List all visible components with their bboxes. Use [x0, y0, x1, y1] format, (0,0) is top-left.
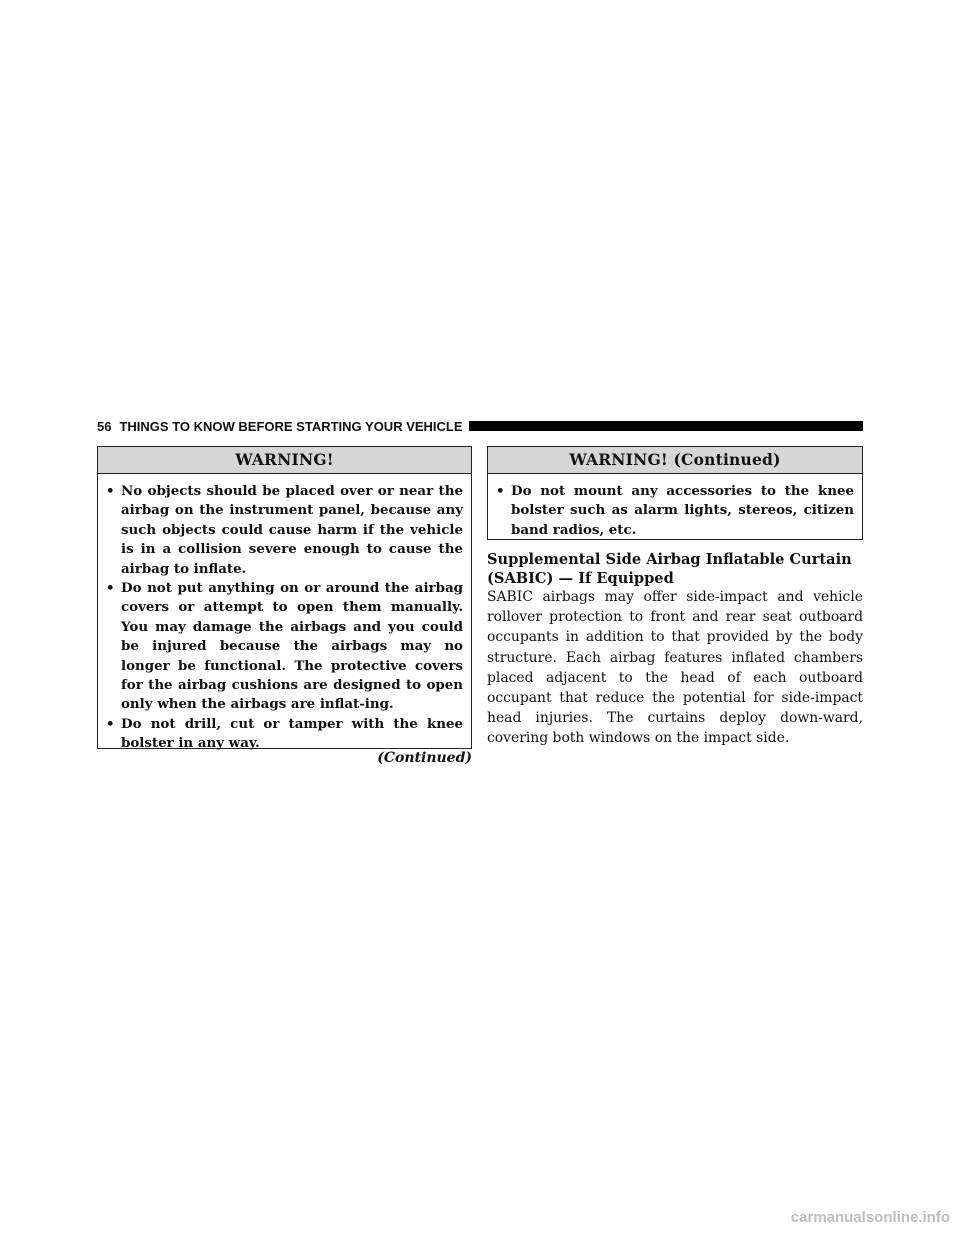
warning-item	[106, 482, 463, 579]
continued-note: (Continued)	[377, 750, 472, 766]
warning-item	[496, 482, 854, 540]
warning-item-text: Do not mount any accessories to the knee bolster such as alarm lights, stereos, citizen band radios, etc.	[511, 483, 854, 538]
bullet-icon: •	[106, 483, 115, 499]
bullet-icon: •	[106, 715, 115, 732]
warning-item-text: Do not drill, cut or tamper with the knee bolster in any way.	[121, 715, 463, 752]
bullet-icon: •	[106, 580, 115, 597]
warning-list	[98, 474, 471, 754]
warning-box	[97, 446, 472, 752]
warning-box-continued	[487, 446, 863, 540]
watermark-logo: carmanualsonline.info	[790, 1209, 950, 1226]
header-rule	[469, 421, 863, 431]
warning-item	[106, 579, 463, 715]
warning-heading: WARNING! (Continued)	[488, 447, 862, 474]
warning-heading: WARNING!	[98, 447, 471, 474]
bullet-icon: •	[496, 483, 505, 499]
section-title: Supplemental Side Airbag Inflatable Curtain (SABIC) — If Equipped	[487, 551, 852, 587]
warning-item	[106, 715, 463, 754]
warning-item-text: No objects should be placed over or near the airbag on the instrument panel, because any such objects could cause harm if the vehicle is in a collision severe enough to cause the airbag to inflate.	[121, 483, 463, 577]
page-number: 56	[97, 418, 112, 434]
page-header	[97, 418, 863, 434]
section-body: SABIC airbags may offer side-impact and vehicle rollover protection to front and rear seat outboard occupants in addition to that provided by the body structure. Each airbag features inflated chambers placed adjacent to the head of each outboard occupant that reduce the potential for side-impact head injuries. The curtains deploy down-ward, covering both windows on the impact side.	[487, 589, 863, 747]
chapter-title: THINGS TO KNOW BEFORE STARTING YOUR VEHICLE	[119, 418, 463, 434]
warning-item-text: Do not put anything on or around the airbag covers or attempt to open them manually. You may damage the airbags and you could be injured because the airbags may no longer be functional. The protective covers for the airbag cushions are designed to open only when the airbags are inflat-ing.	[121, 580, 463, 713]
warning-list	[488, 474, 862, 540]
